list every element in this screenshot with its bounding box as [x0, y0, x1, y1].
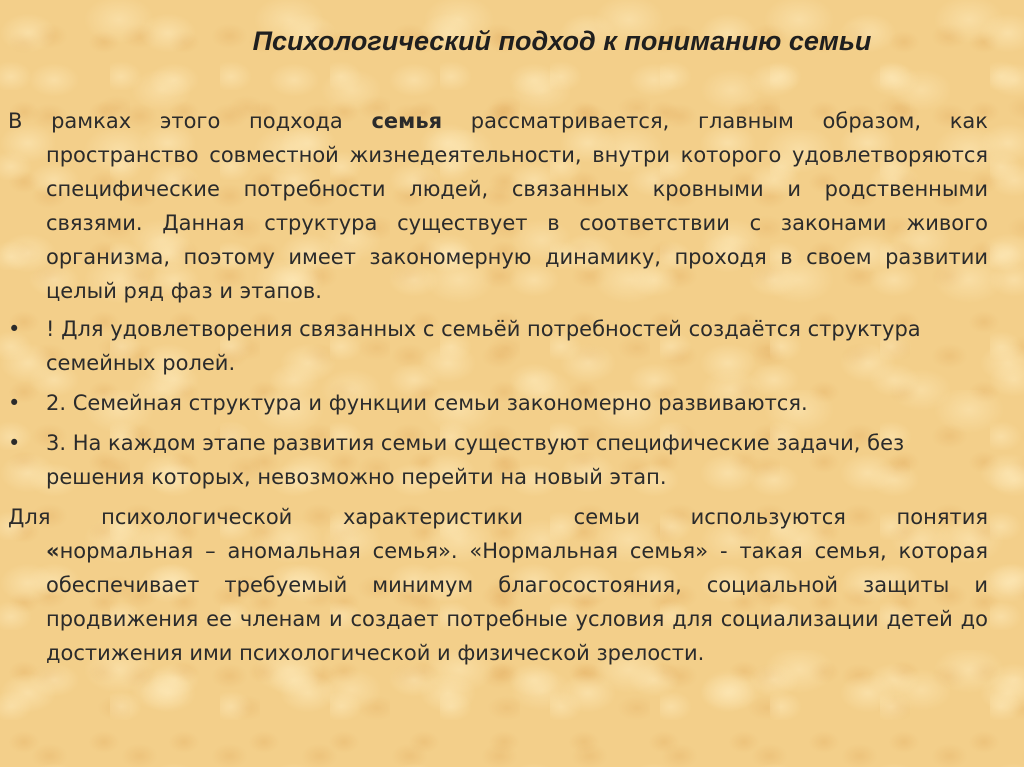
slide-body: [8, 104, 988, 670]
closing-text: нормальная – аномальная семья». «Нормальная семья» - такая семья, которая обеспечивает требуемый минимум благосостояния, социальной защиты и продвижения ее членам и создает потребные условия для социализации детей до достижения ими психологической и физической зрелости.: [46, 539, 988, 665]
bullet-marker: •: [8, 391, 21, 415]
bullet-item-2: [8, 386, 988, 420]
bullet-text: 2. Семейная структура и функции семьи закономерно развиваются.: [46, 391, 808, 415]
closing-continuation: [8, 534, 988, 670]
bullet-marker: •: [8, 431, 21, 455]
bullet-text: ! Для удовлетворения связанных с семьёй потребностей создаётся структура семейных ролей.: [46, 317, 921, 375]
intro-bold-word: семья: [371, 109, 443, 133]
bullet-item-3: [8, 426, 988, 494]
bullet-text: 3. На каждом этапе развития семьи существуют специфические задачи, без решения которых, невозможно перейти на новый этап.: [46, 431, 905, 489]
bullet-marker: •: [8, 317, 21, 341]
slide-title: Психологический подход к пониманию семьи: [252, 26, 872, 56]
intro-start: В рамках этого подхода: [8, 109, 372, 133]
intro-first-line: [8, 104, 988, 138]
closing-first-line: [8, 500, 988, 534]
bullet-item-1: [8, 312, 988, 380]
intro-continuation: пространство совместной жизнедеятельности, внутри которого удовлетворяются специфические потребности людей, связанных кровными и родственными связями. Данная структура существует в соответствии с законами живого организма, поэтому имеет закономерную динамику, проходя в своем развитии целый ряд фаз и этапов.: [46, 143, 988, 303]
closing-start: Для психологической характеристики семьи используются понятия: [8, 505, 988, 529]
intro-rest: рассматривается, главным образом, как: [442, 109, 988, 133]
closing-quote-mark: «: [46, 539, 60, 563]
